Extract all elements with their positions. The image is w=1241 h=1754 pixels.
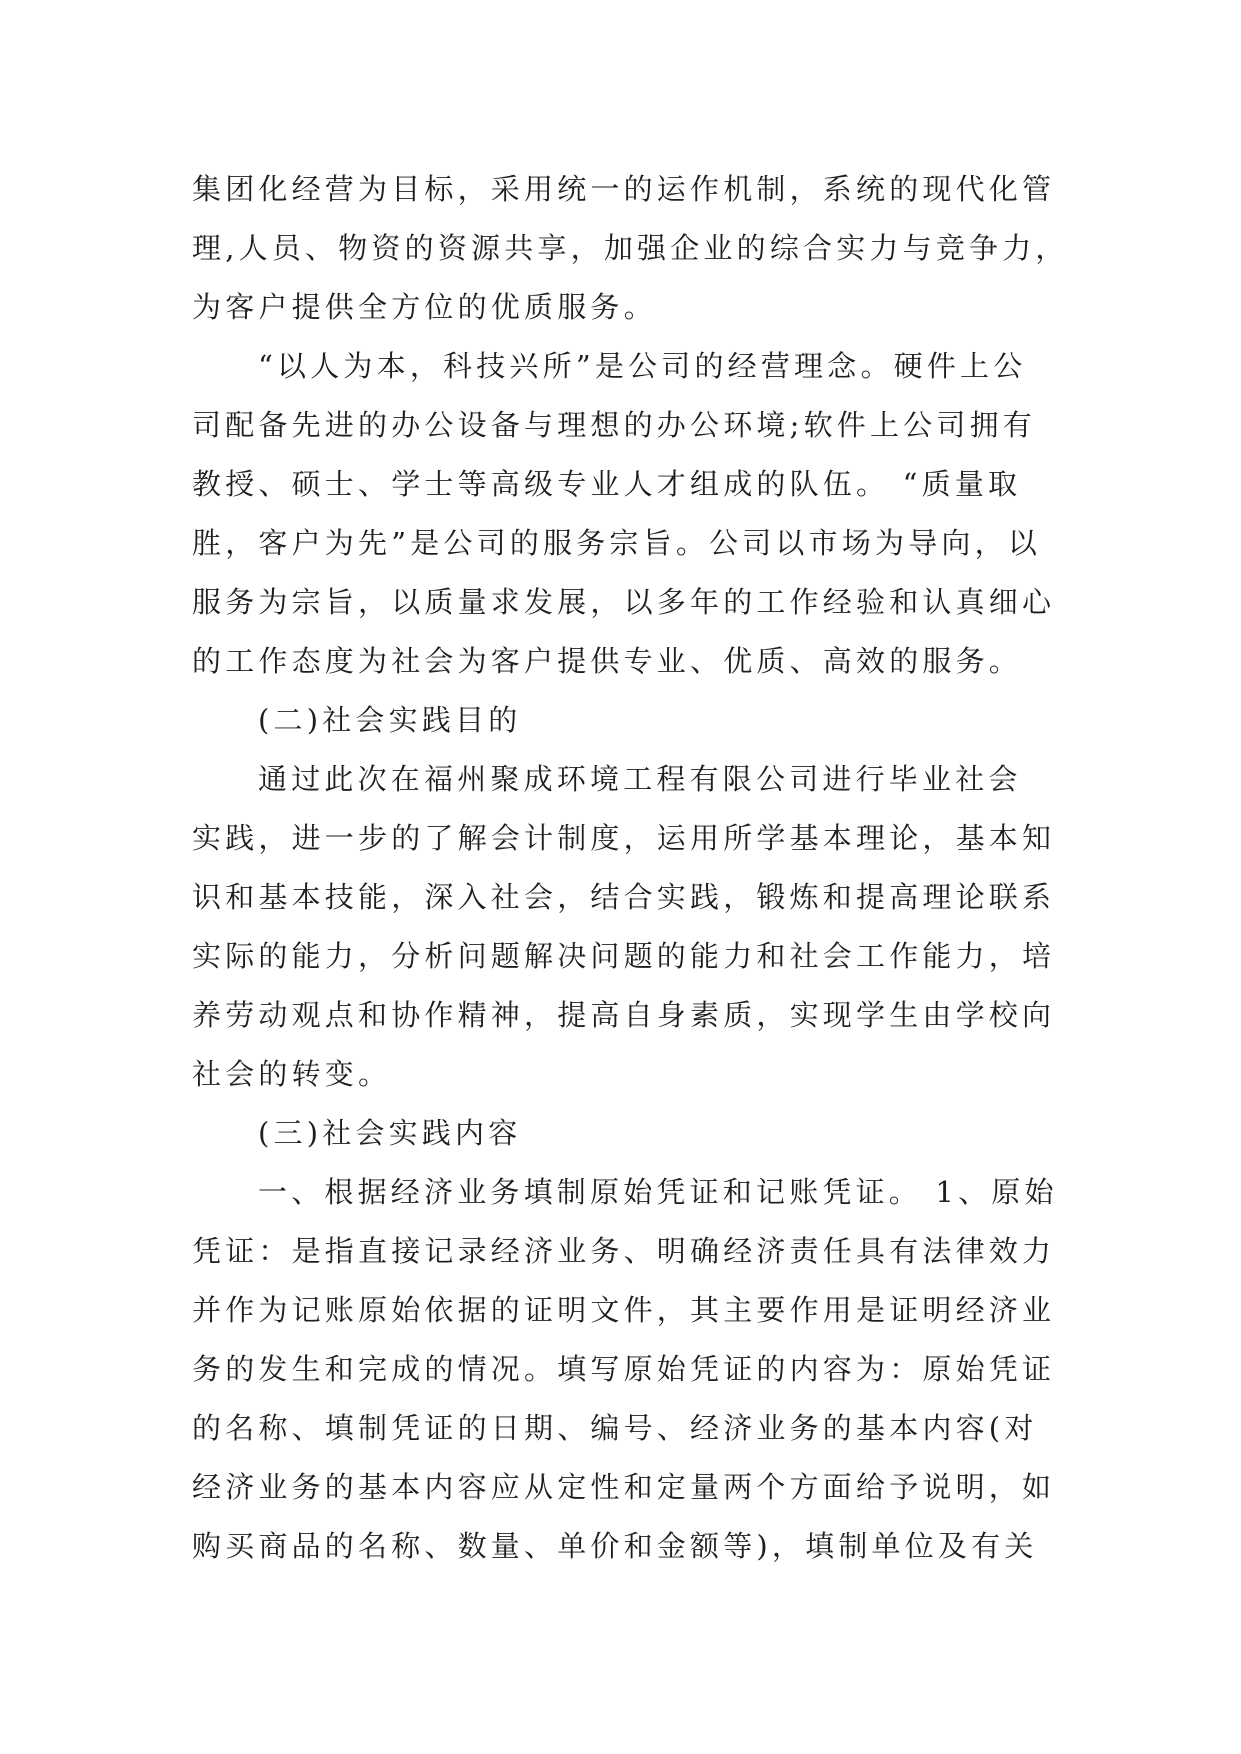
text-line: 购买商品的名称、数量、单价和金额等)，填制单位及有关 bbox=[192, 1529, 1038, 1563]
text-line: 司配备先进的办公设备与理想的办公环境;软件上公司拥有 bbox=[192, 408, 1036, 442]
text-line: 为客户提供全方位的优质服务。 bbox=[192, 290, 657, 324]
paragraph-purpose bbox=[192, 750, 1062, 1104]
text-line: 胜，客户为先”是公司的服务宗旨。公司以市场为导向，以 bbox=[192, 526, 1042, 560]
text-line: 实践，进一步的了解会计制度，运用所学基本理论，基本知 bbox=[192, 821, 1056, 855]
paragraph-intro-tail bbox=[192, 160, 1069, 337]
text-line: 识和基本技能，深入社会，结合实践，锻炼和提高理论联系 bbox=[192, 880, 1056, 914]
text-line: 实际的能力，分析问题解决问题的能力和社会工作能力，培 bbox=[192, 939, 1056, 973]
text-line: 通过此次在福州聚成环境工程有限公司进行毕业社会 bbox=[258, 762, 1022, 796]
text-line: 并作为记账原始依据的证明文件，其主要作用是证明经济业 bbox=[192, 1293, 1056, 1327]
section-heading-content bbox=[192, 1104, 1062, 1163]
text-line: 教授、硕士、学士等高级专业人才组成的队伍。 “质量取 bbox=[192, 467, 1022, 501]
section-heading-purpose bbox=[192, 691, 1062, 750]
text-line: 经济业务的基本内容应从定性和定量两个方面给予说明，如 bbox=[192, 1470, 1056, 1504]
text-line: 养劳动观点和协作精神，提高自身素质，实现学生由学校向 bbox=[192, 998, 1056, 1032]
text-line: 服务为宗旨，以质量求发展，以多年的工作经验和认真细心 bbox=[192, 585, 1056, 619]
text-line: 凭证：是指直接记录经济业务、明确经济责任具有法律效力 bbox=[192, 1234, 1056, 1268]
paragraph-philosophy bbox=[192, 337, 1062, 691]
heading-text: (二)社会实践目的 bbox=[258, 703, 522, 737]
text-line: “以人为本，科技兴所”是公司的经营理念。硬件上公 bbox=[258, 349, 1027, 383]
document-body bbox=[192, 160, 1069, 1576]
text-line: 的名称、填制凭证的日期、编号、经济业务的基本内容(对 bbox=[192, 1411, 1038, 1445]
heading-text: (三)社会实践内容 bbox=[258, 1116, 522, 1150]
text-line: 一、根据经济业务填制原始凭证和记账凭证。 1、原始 bbox=[258, 1175, 1058, 1209]
text-line: 理,人员、物资的资源共享，加强企业的综合实力与竞争力， bbox=[192, 231, 1069, 265]
text-line: 务的发生和完成的情况。填写原始凭证的内容为：原始凭证 bbox=[192, 1352, 1056, 1386]
text-line: 的工作态度为社会为客户提供专业、优质、高效的服务。 bbox=[192, 644, 1023, 678]
paragraph-content bbox=[192, 1163, 1062, 1576]
text-line: 社会的转变。 bbox=[192, 1057, 392, 1091]
text-line: 集团化经营为目标，采用统一的运作机制，系统的现代化管 bbox=[192, 172, 1056, 206]
